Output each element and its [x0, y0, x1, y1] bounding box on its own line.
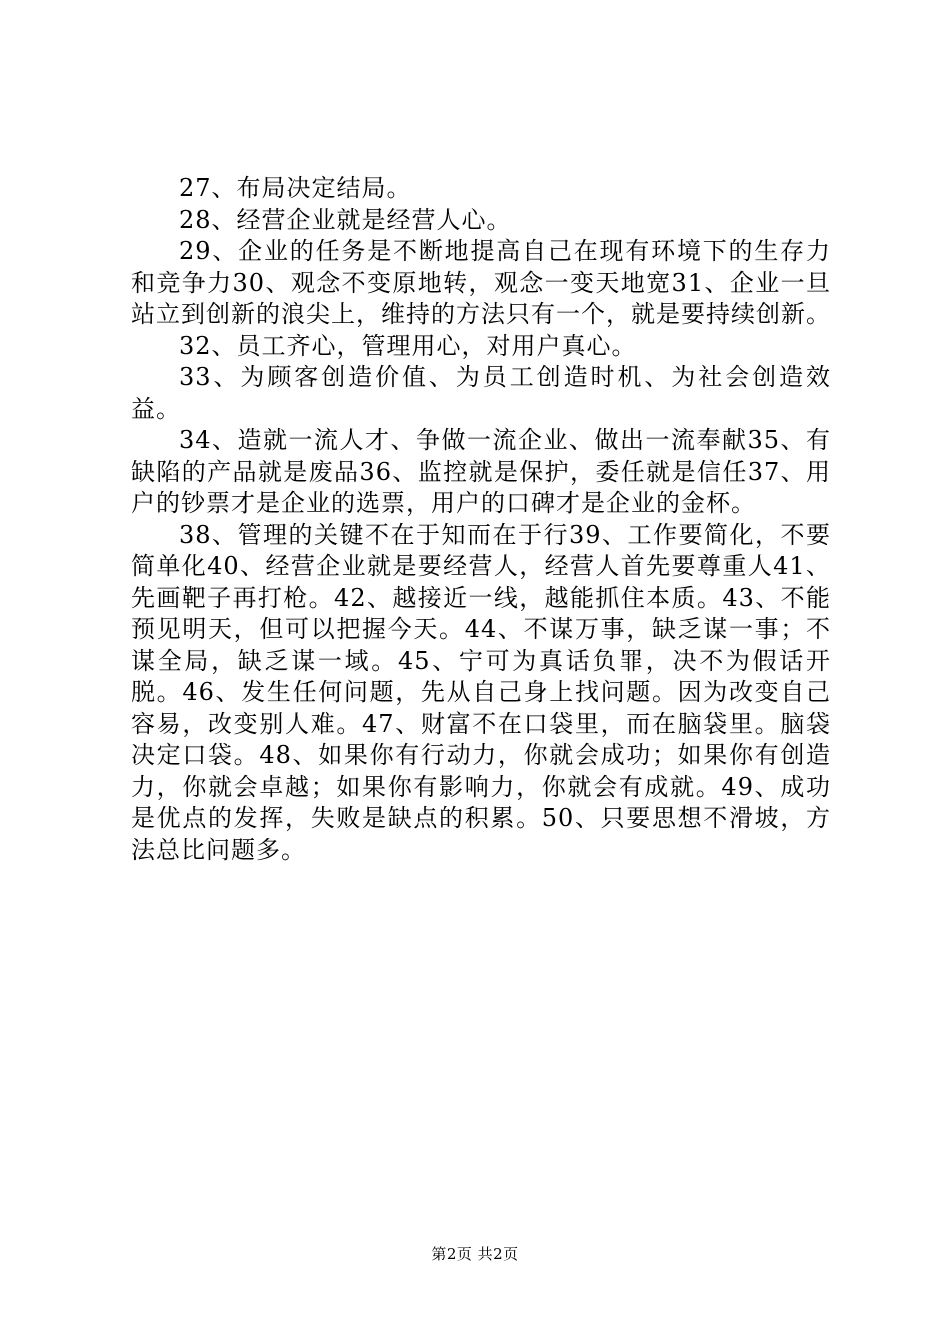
paragraph-38-50: 38、管理的关键不在于知而在于行39、工作要简化，不要简单化40、经营企业就是要经营人，经营人首先要尊重人41、先画靶子再打枪。42、越接近一线，越能抓住本质。43、不能预见明天，但可以把握今天。44、不谋万事，缺乏谋一事；不谋全局，缺乏谋一域。45、宁可为真话负罪，决不为假话开脱。46、发生任何问题，先从自己身上找问题。因为改变自己容易，改变别人难。47、财富不在口袋里，而在脑袋里。脑袋决定口袋。48、如果你有行动力，你就会成功；如果你有创造力，你就会卓越；如果你有影响力，你就会有成就。49、成功是优点的发挥，失败是缺点的积累。50、只要思想不滑坡，方法总比问题多。: [131, 520, 831, 864]
paragraph-27: 27、布局决定结局。: [179, 174, 412, 202]
paragraph-28: 28、经营企业就是经营人心。: [179, 205, 512, 234]
page-footer: 第2页 共2页: [431, 1245, 519, 1263]
paragraph-29-31: 29、企业的任务是不断地提高自己在现有环境下的生存力和竞争力30、观念不变原地转，观念一变天地宽31、企业一旦站立到创新的浪尖上，维持的方法只有一个，就是要持续创新。: [131, 237, 831, 328]
paragraph-32: 32、员工齐心，管理用心，对用户真心。: [179, 331, 637, 360]
paragraph-34-37: 34、造就一流人才、争做一流企业、做出一流奉献35、有缺陷的产品就是废品36、监控就是保护，委任就是信任37、用户的钞票才是企业的选票，用户的口碑才是企业的金杯。: [131, 426, 831, 517]
paragraph-33: 33、为顾客创造价值、为员工创造时机、为社会创造效益。: [131, 363, 831, 423]
document-body: [131, 173, 831, 866]
